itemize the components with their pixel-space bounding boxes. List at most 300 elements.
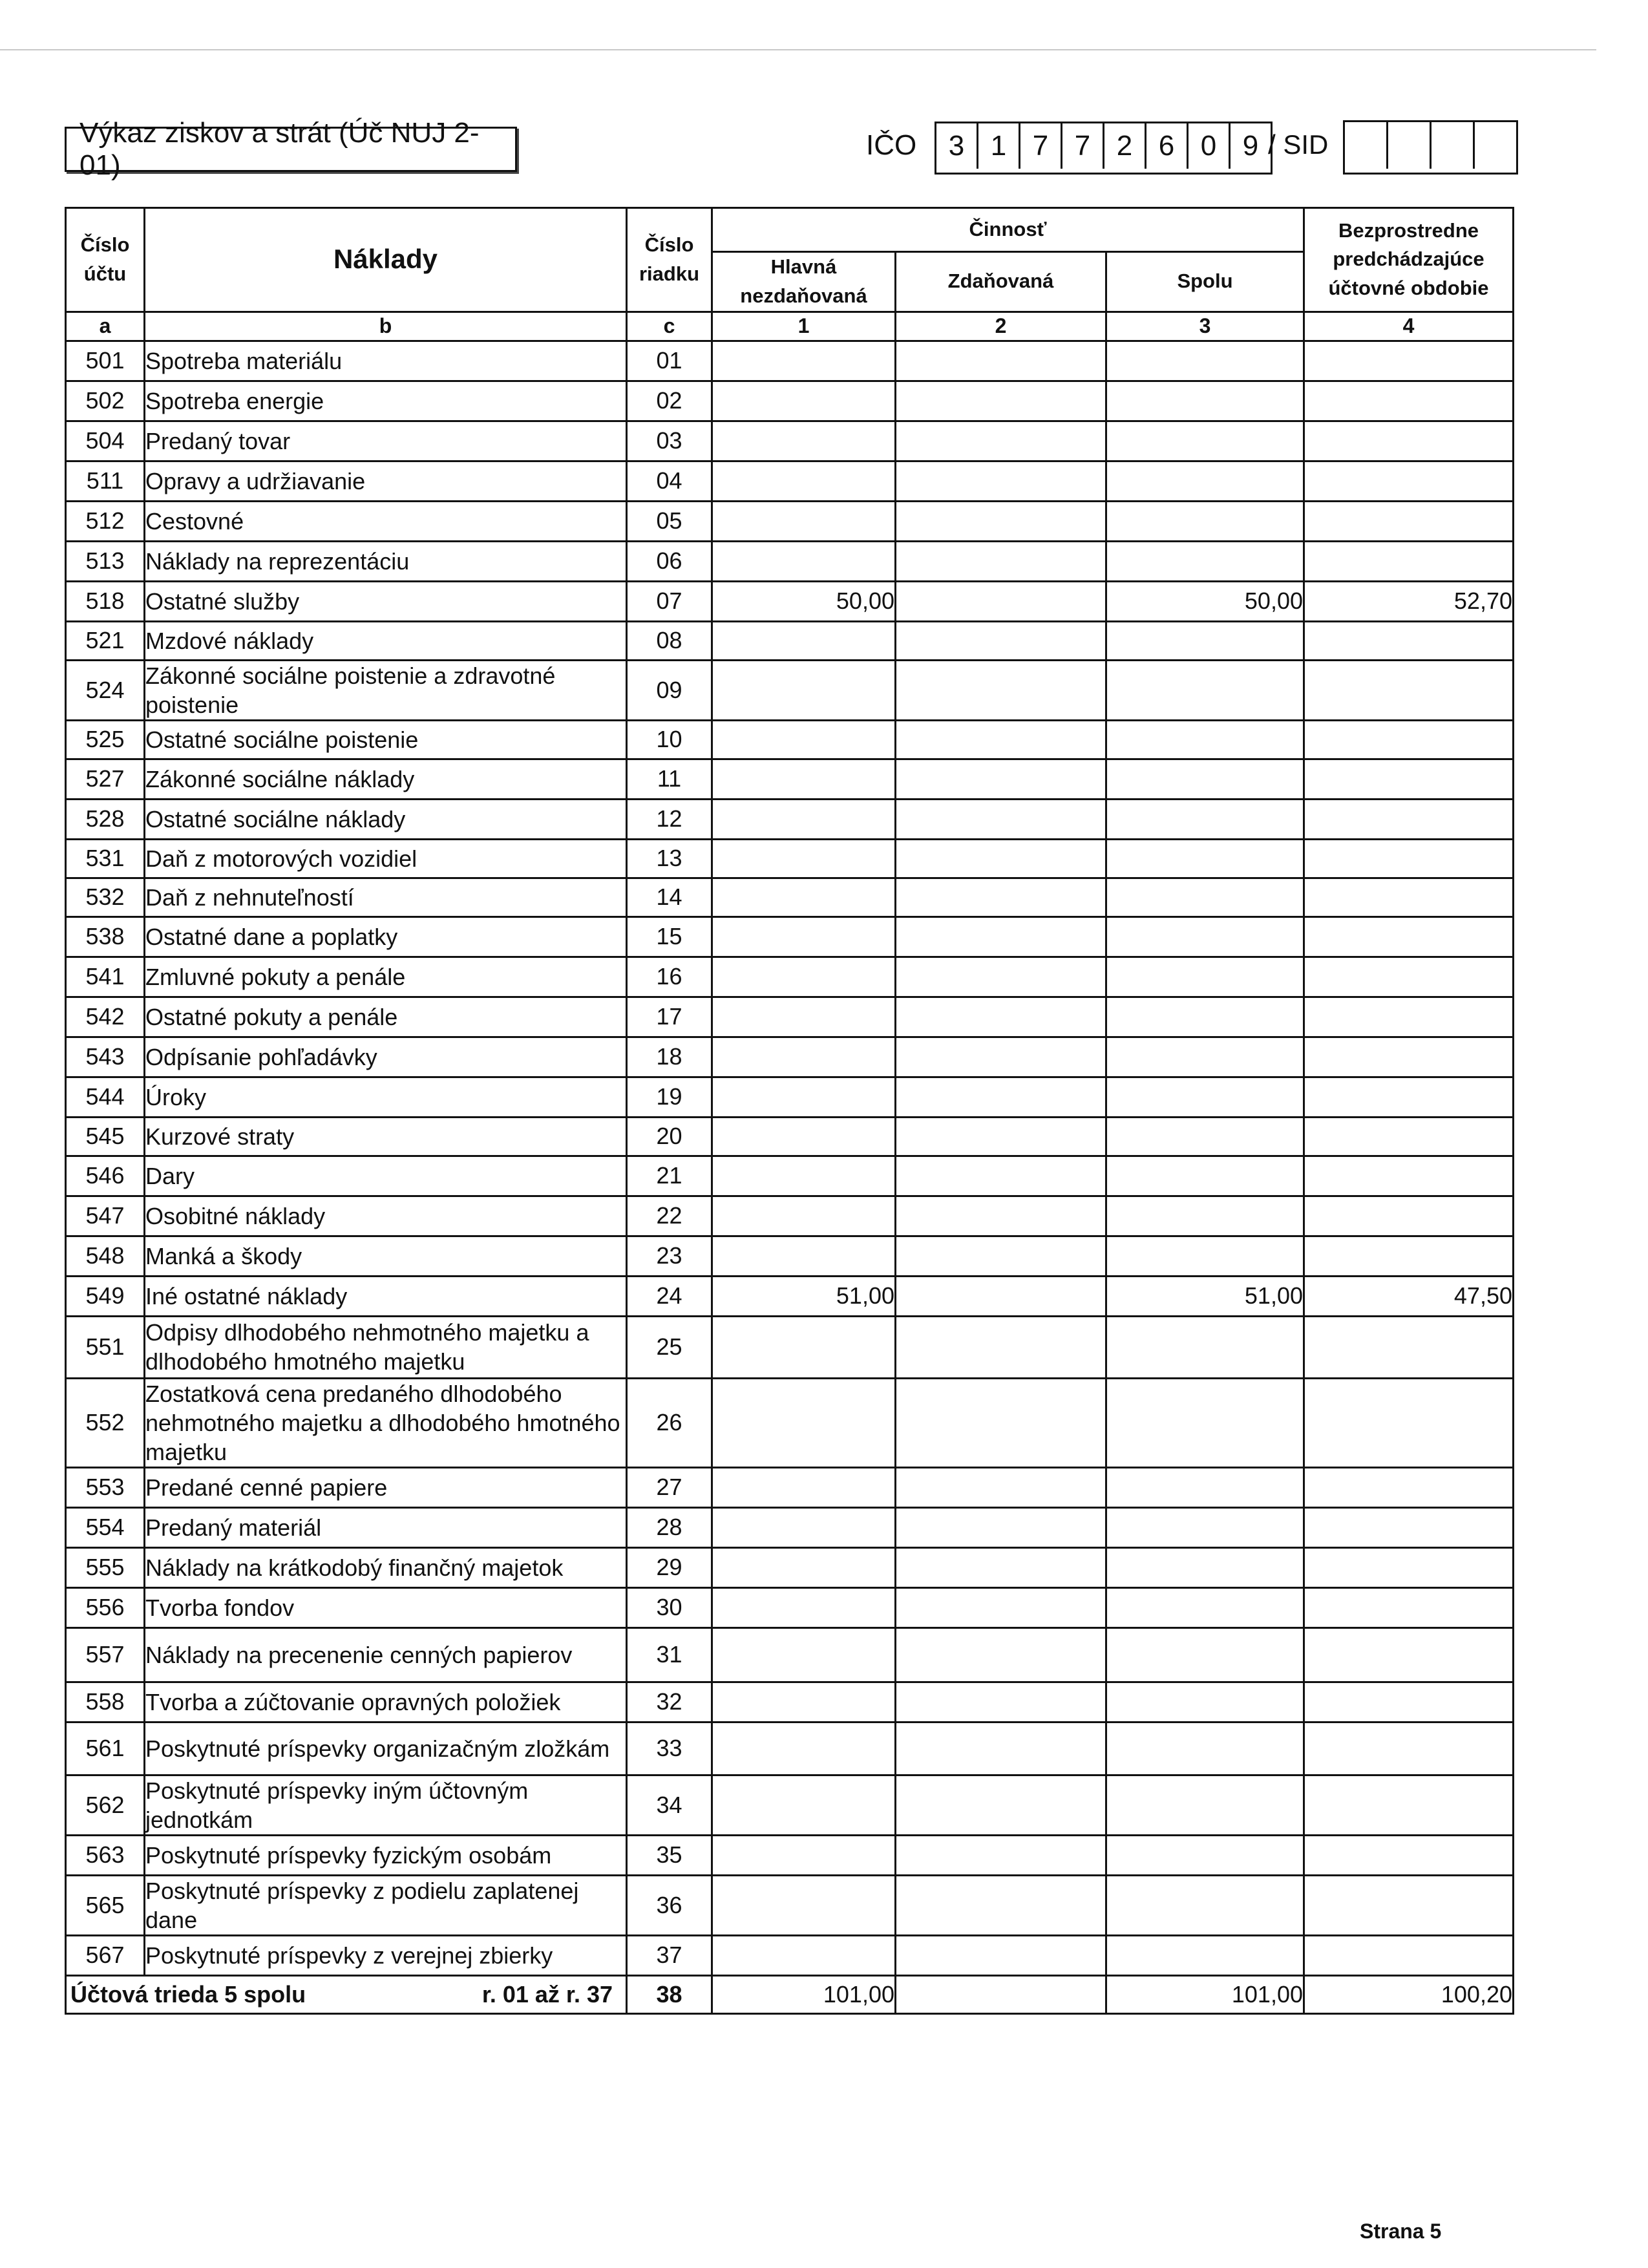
table-row xyxy=(66,1835,1514,1875)
value-taxed xyxy=(896,759,1106,799)
value-taxed xyxy=(896,1077,1106,1117)
value-main-untaxed: 51,00 xyxy=(712,1276,896,1316)
row-number: 25 xyxy=(627,1316,712,1378)
value-taxed xyxy=(896,381,1106,421)
value-taxed xyxy=(896,799,1106,839)
header-previous-period: Bezprostredne predchádzajúce účtovné obdobie xyxy=(1304,208,1514,312)
value-previous-period xyxy=(1304,878,1514,917)
cost-name: Mzdové náklady xyxy=(145,621,627,660)
cost-name: Ostatné sociálne náklady xyxy=(145,799,627,839)
account-number: 527 xyxy=(66,759,145,799)
value-main-untaxed xyxy=(712,1547,896,1587)
table-row xyxy=(66,917,1514,957)
value-previous-period xyxy=(1304,541,1514,581)
table-row xyxy=(66,621,1514,660)
table-row xyxy=(66,381,1514,421)
value-previous-period xyxy=(1304,1117,1514,1156)
account-number: 561 xyxy=(66,1722,145,1775)
cost-name: Poskytnuté príspevky organizačným zložkám xyxy=(145,1722,627,1775)
value-total xyxy=(1106,720,1304,759)
report-title: Výkaz ziskov a strát (Úč NUJ 2-01) xyxy=(65,127,517,172)
cost-name: Náklady na precenenie cenných papierov xyxy=(145,1627,627,1682)
account-number: 546 xyxy=(66,1156,145,1196)
value-main-untaxed xyxy=(712,1507,896,1547)
table-row xyxy=(66,1547,1514,1587)
value-total xyxy=(1106,1627,1304,1682)
value-previous-period xyxy=(1304,1467,1514,1507)
value-taxed xyxy=(896,997,1106,1037)
table-row xyxy=(66,461,1514,501)
cost-name: Daň z nehnuteľností xyxy=(145,878,627,917)
column-letter: c xyxy=(627,312,712,341)
sid-label: / SID xyxy=(1268,129,1329,160)
account-number: 549 xyxy=(66,1276,145,1316)
value-total xyxy=(1106,541,1304,581)
column-letter: a xyxy=(66,312,145,341)
cost-name: Tvorba a zúčtovanie opravných položiek xyxy=(145,1682,627,1722)
value-taxed xyxy=(896,1276,1106,1316)
value-previous-period xyxy=(1304,1196,1514,1236)
cost-name: Opravy a udržiavanie xyxy=(145,461,627,501)
cost-name: Poskytnuté príspevky z podielu zaplatenej dane xyxy=(145,1875,627,1935)
table-row xyxy=(66,421,1514,461)
account-number: 563 xyxy=(66,1835,145,1875)
value-total xyxy=(1106,878,1304,917)
row-number: 08 xyxy=(627,621,712,660)
table-row xyxy=(66,341,1514,381)
value-main-untaxed xyxy=(712,421,896,461)
table-row xyxy=(66,1117,1514,1156)
account-number: 551 xyxy=(66,1316,145,1378)
total-row xyxy=(66,1975,1514,2013)
value-taxed xyxy=(896,1378,1106,1467)
table-row xyxy=(66,839,1514,878)
value-total xyxy=(1106,1077,1304,1117)
value-previous-period xyxy=(1304,1037,1514,1077)
account-number: 512 xyxy=(66,501,145,541)
value-total xyxy=(1106,839,1304,878)
value-main-untaxed xyxy=(712,1037,896,1077)
ico-label: IČO xyxy=(866,129,917,161)
value-total xyxy=(1106,1467,1304,1507)
cost-name: Odpisy dlhodobého nehmotného majetku a dlhodobého hmotného majetku xyxy=(145,1316,627,1378)
value-taxed xyxy=(896,1627,1106,1682)
cost-table-body xyxy=(66,341,1514,1975)
column-letter: b xyxy=(145,312,627,341)
table-row xyxy=(66,1875,1514,1935)
ico-digit: 1 xyxy=(978,123,1020,169)
value-taxed xyxy=(896,1467,1106,1507)
account-number: 525 xyxy=(66,720,145,759)
row-number: 24 xyxy=(627,1276,712,1316)
table-row xyxy=(66,1627,1514,1682)
cost-name: Predaný materiál xyxy=(145,1507,627,1547)
value-total xyxy=(1106,1875,1304,1935)
account-number: 501 xyxy=(66,341,145,381)
value-previous-period: 47,50 xyxy=(1304,1276,1514,1316)
cost-name: Náklady na krátkodobý finančný majetok xyxy=(145,1547,627,1587)
account-number: 552 xyxy=(66,1378,145,1467)
table-row xyxy=(66,878,1514,917)
value-taxed xyxy=(896,581,1106,621)
value-previous-period xyxy=(1304,720,1514,759)
value-total xyxy=(1106,759,1304,799)
table-row xyxy=(66,1682,1514,1722)
table-row xyxy=(66,501,1514,541)
row-number: 28 xyxy=(627,1507,712,1547)
value-main-untaxed xyxy=(712,381,896,421)
cost-name: Iné ostatné náklady xyxy=(145,1276,627,1316)
value-previous-period xyxy=(1304,621,1514,660)
value-previous-period xyxy=(1304,799,1514,839)
value-taxed xyxy=(896,1236,1106,1276)
cost-name: Ostatné služby xyxy=(145,581,627,621)
sid-box xyxy=(1431,122,1475,169)
table-row xyxy=(66,799,1514,839)
header-total: Spolu xyxy=(1106,252,1304,312)
column-letter: 3 xyxy=(1106,312,1304,341)
value-main-untaxed xyxy=(712,1875,896,1935)
value-previous-period xyxy=(1304,1378,1514,1467)
account-number: 547 xyxy=(66,1196,145,1236)
row-number: 33 xyxy=(627,1722,712,1775)
header-taxed: Zdaňovaná xyxy=(896,252,1106,312)
cost-name: Spotreba energie xyxy=(145,381,627,421)
row-number: 05 xyxy=(627,501,712,541)
account-number: 521 xyxy=(66,621,145,660)
account-number: 531 xyxy=(66,839,145,878)
cost-name: Zostatková cena predaného dlhodobého nehmotného majetku a dlhodobého hmotného majetku xyxy=(145,1378,627,1467)
cost-name: Daň z motorových vozidiel xyxy=(145,839,627,878)
top-scan-line xyxy=(0,49,1596,50)
value-total xyxy=(1106,997,1304,1037)
account-number: 544 xyxy=(66,1077,145,1117)
row-number: 29 xyxy=(627,1547,712,1587)
value-taxed xyxy=(896,461,1106,501)
value-total xyxy=(1106,1117,1304,1156)
page-number: Strana 5 xyxy=(1360,2220,1442,2243)
value-main-untaxed xyxy=(712,541,896,581)
value-main-untaxed xyxy=(712,1316,896,1378)
column-letter: 4 xyxy=(1304,312,1514,341)
value-taxed xyxy=(896,1775,1106,1835)
row-number: 11 xyxy=(627,759,712,799)
cost-name: Poskytnuté príspevky z verejnej zbierky xyxy=(145,1935,627,1975)
value-total xyxy=(1106,1196,1304,1236)
total-label: Účtová trieda 5 spolu xyxy=(70,1980,306,2008)
value-total xyxy=(1106,1316,1304,1378)
row-number: 32 xyxy=(627,1682,712,1722)
cost-name: Spotreba materiálu xyxy=(145,341,627,381)
value-previous-period xyxy=(1304,917,1514,957)
table-row xyxy=(66,1077,1514,1117)
cost-name: Cestovné xyxy=(145,501,627,541)
table-row xyxy=(66,541,1514,581)
table-row xyxy=(66,1196,1514,1236)
table-row xyxy=(66,1236,1514,1276)
row-number: 06 xyxy=(627,541,712,581)
value-taxed xyxy=(896,621,1106,660)
value-total xyxy=(1106,1935,1304,1975)
account-number: 557 xyxy=(66,1627,145,1682)
value-total xyxy=(1106,1236,1304,1276)
value-taxed xyxy=(896,660,1106,720)
header-main-untaxed: Hlavná nezdaňovaná xyxy=(712,252,896,312)
value-previous-period xyxy=(1304,1722,1514,1775)
value-taxed xyxy=(896,1587,1106,1627)
value-previous-period xyxy=(1304,421,1514,461)
account-number: 513 xyxy=(66,541,145,581)
value-main-untaxed: 50,00 xyxy=(712,581,896,621)
value-total xyxy=(1106,1037,1304,1077)
value-previous-period: 52,70 xyxy=(1304,581,1514,621)
sid-box xyxy=(1345,122,1388,169)
value-main-untaxed xyxy=(712,1835,896,1875)
row-number: 14 xyxy=(627,878,712,917)
row-number: 26 xyxy=(627,1378,712,1467)
value-taxed xyxy=(896,341,1106,381)
table-row xyxy=(66,1775,1514,1835)
row-number: 17 xyxy=(627,997,712,1037)
value-total xyxy=(1106,660,1304,720)
value-previous-period xyxy=(1304,1935,1514,1975)
table-row xyxy=(66,1935,1514,1975)
value-previous-period xyxy=(1304,461,1514,501)
sid-boxes xyxy=(1343,120,1518,175)
total-spolu: 101,00 xyxy=(1106,1975,1304,2013)
row-number: 07 xyxy=(627,581,712,621)
row-number: 19 xyxy=(627,1077,712,1117)
account-number: 524 xyxy=(66,660,145,720)
value-taxed xyxy=(896,501,1106,541)
value-total xyxy=(1106,421,1304,461)
total-main-untaxed: 101,00 xyxy=(712,1975,896,2013)
value-previous-period xyxy=(1304,1587,1514,1627)
value-taxed xyxy=(896,878,1106,917)
account-number: 542 xyxy=(66,997,145,1037)
row-number: 36 xyxy=(627,1875,712,1935)
value-main-untaxed xyxy=(712,1587,896,1627)
cost-name: Zmluvné pokuty a penále xyxy=(145,957,627,997)
total-row-number: 38 xyxy=(627,1975,712,2013)
value-main-untaxed xyxy=(712,1467,896,1507)
value-total xyxy=(1106,1587,1304,1627)
value-previous-period xyxy=(1304,997,1514,1037)
total-previous-period: 100,20 xyxy=(1304,1975,1514,2013)
account-number: 554 xyxy=(66,1507,145,1547)
account-number: 532 xyxy=(66,878,145,917)
value-total xyxy=(1106,1156,1304,1196)
value-main-untaxed xyxy=(712,957,896,997)
value-previous-period xyxy=(1304,1316,1514,1378)
value-main-untaxed xyxy=(712,461,896,501)
row-number: 27 xyxy=(627,1467,712,1507)
sid-box xyxy=(1475,122,1516,169)
value-total: 51,00 xyxy=(1106,1276,1304,1316)
value-main-untaxed xyxy=(712,839,896,878)
row-number: 21 xyxy=(627,1156,712,1196)
value-total xyxy=(1106,341,1304,381)
ico-digit: 6 xyxy=(1146,123,1188,169)
value-previous-period xyxy=(1304,1875,1514,1935)
account-number: 511 xyxy=(66,461,145,501)
account-number: 565 xyxy=(66,1875,145,1935)
cost-name: Ostatné dane a poplatky xyxy=(145,917,627,957)
cost-name: Tvorba fondov xyxy=(145,1587,627,1627)
row-number: 13 xyxy=(627,839,712,878)
header-account: Číslo účtu xyxy=(66,208,145,312)
value-main-untaxed xyxy=(712,1775,896,1835)
column-letter: 2 xyxy=(896,312,1106,341)
value-taxed xyxy=(896,957,1106,997)
value-total xyxy=(1106,1682,1304,1722)
account-number: 553 xyxy=(66,1467,145,1507)
value-taxed xyxy=(896,1722,1106,1775)
value-main-untaxed xyxy=(712,1935,896,1975)
value-taxed xyxy=(896,1196,1106,1236)
account-number: 541 xyxy=(66,957,145,997)
row-number: 37 xyxy=(627,1935,712,1975)
value-previous-period xyxy=(1304,341,1514,381)
cost-name: Odpísanie pohľadávky xyxy=(145,1037,627,1077)
table-row xyxy=(66,997,1514,1037)
value-previous-period xyxy=(1304,1156,1514,1196)
value-previous-period xyxy=(1304,1507,1514,1547)
cost-name: Poskytnuté príspevky fyzickým osobám xyxy=(145,1835,627,1875)
total-range: r. 01 až r. 37 xyxy=(481,1980,613,2008)
row-number: 02 xyxy=(627,381,712,421)
value-main-untaxed xyxy=(712,1722,896,1775)
value-main-untaxed xyxy=(712,1627,896,1682)
ico-digit: 7 xyxy=(1062,123,1104,169)
value-taxed xyxy=(896,1875,1106,1935)
value-main-untaxed xyxy=(712,720,896,759)
value-taxed xyxy=(896,1935,1106,1975)
ico-digit-boxes xyxy=(935,122,1273,175)
cost-name: Osobitné náklady xyxy=(145,1196,627,1236)
account-number: 567 xyxy=(66,1935,145,1975)
value-total xyxy=(1106,381,1304,421)
value-previous-period xyxy=(1304,381,1514,421)
value-main-untaxed xyxy=(712,660,896,720)
cost-table xyxy=(65,207,1514,2015)
value-main-untaxed xyxy=(712,501,896,541)
cost-name: Úroky xyxy=(145,1077,627,1117)
value-total xyxy=(1106,1722,1304,1775)
value-taxed xyxy=(896,1156,1106,1196)
value-total xyxy=(1106,1835,1304,1875)
account-number: 538 xyxy=(66,917,145,957)
total-label-cell xyxy=(66,1975,627,2013)
row-number: 09 xyxy=(627,660,712,720)
row-number: 16 xyxy=(627,957,712,997)
cost-name: Zákonné sociálne poistenie a zdravotné poistenie xyxy=(145,660,627,720)
value-total xyxy=(1106,461,1304,501)
value-total xyxy=(1106,1775,1304,1835)
value-total xyxy=(1106,1507,1304,1547)
cost-name: Poskytnuté príspevky iným účtovným jednotkám xyxy=(145,1775,627,1835)
row-number: 03 xyxy=(627,421,712,461)
value-previous-period xyxy=(1304,1627,1514,1682)
row-number: 04 xyxy=(627,461,712,501)
table-row xyxy=(66,1276,1514,1316)
account-number: 543 xyxy=(66,1037,145,1077)
value-total: 50,00 xyxy=(1106,581,1304,621)
value-main-untaxed xyxy=(712,1156,896,1196)
value-taxed xyxy=(896,1507,1106,1547)
value-previous-period xyxy=(1304,1775,1514,1835)
row-number: 34 xyxy=(627,1775,712,1835)
cost-name: Predaný tovar xyxy=(145,421,627,461)
row-number: 35 xyxy=(627,1835,712,1875)
value-total xyxy=(1106,1547,1304,1587)
row-number: 15 xyxy=(627,917,712,957)
account-number: 548 xyxy=(66,1236,145,1276)
value-taxed xyxy=(896,839,1106,878)
cost-name: Dary xyxy=(145,1156,627,1196)
account-number: 502 xyxy=(66,381,145,421)
value-taxed xyxy=(896,917,1106,957)
ico-digit: 3 xyxy=(936,123,978,169)
column-letter: 1 xyxy=(712,312,896,341)
value-previous-period xyxy=(1304,1547,1514,1587)
value-taxed xyxy=(896,421,1106,461)
table-row xyxy=(66,1156,1514,1196)
value-previous-period xyxy=(1304,1077,1514,1117)
table-row xyxy=(66,1587,1514,1627)
value-taxed xyxy=(896,541,1106,581)
value-previous-period xyxy=(1304,957,1514,997)
account-number: 556 xyxy=(66,1587,145,1627)
ico-digit: 9 xyxy=(1242,130,1259,162)
value-total xyxy=(1106,621,1304,660)
row-number: 31 xyxy=(627,1627,712,1682)
value-main-untaxed xyxy=(712,1117,896,1156)
value-taxed xyxy=(896,1682,1106,1722)
cost-name: Kurzové straty xyxy=(145,1117,627,1156)
ico-digit: 2 xyxy=(1104,123,1146,169)
ico-digit: 0 xyxy=(1188,123,1231,169)
value-main-untaxed xyxy=(712,621,896,660)
value-previous-period xyxy=(1304,501,1514,541)
account-number: 558 xyxy=(66,1682,145,1722)
row-number: 10 xyxy=(627,720,712,759)
value-taxed xyxy=(896,1835,1106,1875)
cost-name: Ostatné sociálne poistenie xyxy=(145,720,627,759)
table-row xyxy=(66,581,1514,621)
header-costs: Náklady xyxy=(145,208,627,312)
table-row xyxy=(66,660,1514,720)
value-main-untaxed xyxy=(712,1682,896,1722)
ico-digit: 7 xyxy=(1020,123,1062,169)
row-number: 23 xyxy=(627,1236,712,1276)
table-row xyxy=(66,1378,1514,1467)
cost-name: Ostatné pokuty a penále xyxy=(145,997,627,1037)
value-main-untaxed xyxy=(712,1236,896,1276)
value-main-untaxed xyxy=(712,1378,896,1467)
value-taxed xyxy=(896,1037,1106,1077)
value-previous-period xyxy=(1304,1236,1514,1276)
value-taxed xyxy=(896,1117,1106,1156)
value-main-untaxed xyxy=(712,917,896,957)
total-taxed xyxy=(896,1975,1106,2013)
value-taxed xyxy=(896,1316,1106,1378)
value-previous-period xyxy=(1304,660,1514,720)
cost-name: Predané cenné papiere xyxy=(145,1467,627,1507)
account-number: 562 xyxy=(66,1775,145,1835)
account-number: 545 xyxy=(66,1117,145,1156)
value-main-untaxed xyxy=(712,1077,896,1117)
